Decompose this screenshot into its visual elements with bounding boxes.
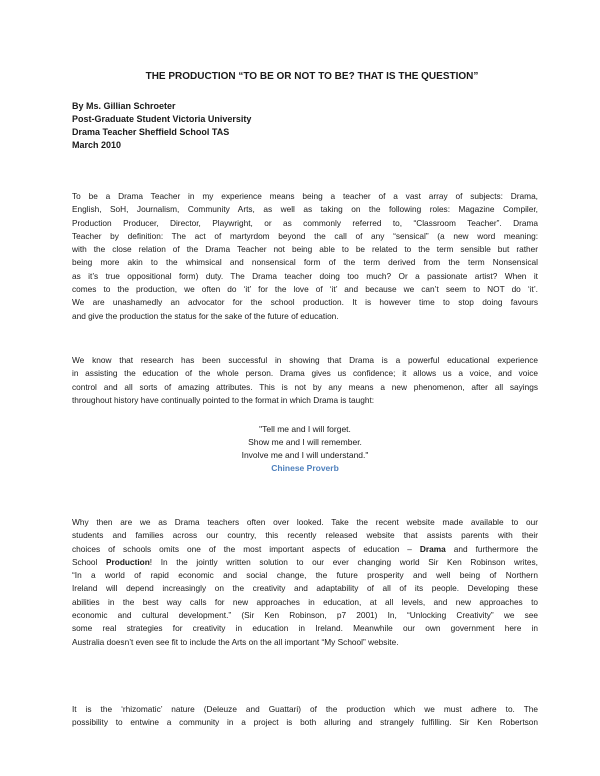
text-line: and give the production the status for the sake of the future of education. (72, 310, 339, 321)
author-byline (72, 100, 251, 152)
text-run: choices of schools omits one of the most important aspects of education – (72, 543, 420, 554)
text-line: control and all sorts of amazing attributes. This is not by any means a new phenomenon, after all sayings (72, 381, 538, 392)
text-line: Teacher by definition: The act of martyrdom beyond the call of any “sensical” (a new word meaning: (72, 230, 538, 241)
text-line: throughout history have continually pointed to the format in which Drama is taught: (72, 394, 375, 405)
text-run: and furthermore the (445, 543, 538, 554)
text-line: “In a world of rapid economic and social change, the future prosperity and well being of Northern (72, 570, 538, 581)
text-line: We know that research has been successful in showing that Drama is a powerful educational experience (72, 355, 538, 365)
text-line: It is the ‘rhizomatic’ nature (Deleuze and Guattari) of the production which we must adhere to. The (72, 704, 538, 714)
text-line (72, 556, 538, 569)
text-line: English, SoH, Journalism, Community Arts, as well as taking on the following roles: Magazine Compiler, (72, 204, 538, 215)
paragraph-4 (72, 703, 538, 730)
text-line: To be a Drama Teacher in my experience means being a teacher of a vast array of subjects: Drama, (72, 191, 538, 201)
text-line: possibility to entwine a community in a project is both alluring and strangely fulfilling. Sir Ken Robertson (72, 717, 538, 728)
document-title: THE PRODUCTION “TO BE OR NOT TO BE? THAT IS THE QUESTION” (145, 71, 479, 82)
text-line: with the close relation of the Drama Teacher not being able to be related to the term sensible but rather (72, 244, 538, 255)
byline-position: Drama Teacher Sheffield School TAS (72, 127, 230, 137)
byline-date: March 2010 (72, 140, 122, 150)
byline-affiliation: Post-Graduate Student Victoria University (72, 114, 252, 124)
text-line: Australia doesn’t even see fit to include the Arts on the all important “My School” website. (72, 636, 399, 647)
text-line: being more akin to the whimsical and nonsensical form of the term derived from the term Nonsensical (72, 257, 538, 268)
quote-source: Chinese Proverb (271, 463, 339, 473)
text-line: Ireland will depend increasingly on the creativity and adaptability of all of its people. Developing these (72, 583, 538, 594)
paragraph-3 (72, 516, 538, 649)
emphasis-drama: Drama (419, 543, 446, 554)
text-line (72, 543, 538, 556)
quote-line: "Tell me and I will forget. (259, 424, 351, 434)
text-line: Why then are we as Drama teachers often over looked. Take the recent website made available to our (72, 517, 538, 527)
quote-line: Involve me and I will understand." (241, 450, 369, 460)
text-line: students and families across our country, this recently released website that assists parents with their (72, 530, 538, 541)
text-line: some real strategies for creativity in education in Ireland. Meanwhile our own government here in (72, 623, 538, 634)
text-run: School (72, 556, 106, 567)
text-line: economic and cultural development.” (Sir Ken Robinson, p7 2001) In, “Unlocking Creativity” we see (72, 610, 538, 621)
emphasis-production: Production (106, 556, 150, 567)
text-line: as it’s true oppositional form) duty. The Drama teacher doing too much? Or a passionate artist? When it (72, 270, 538, 281)
byline-author: By Ms. Gillian Schroeter (72, 101, 176, 111)
paragraph-2 (72, 354, 538, 407)
text-line: abilities in the best way calls for new approaches in education, at all levels, and new approaches to (72, 596, 538, 607)
proverb-quote (72, 423, 538, 475)
text-line: We are unashamedly an advocator for the school production. It is however time to stop doing favours (72, 297, 538, 308)
quote-line: Show me and I will remember. (248, 437, 362, 447)
text-line: Production Producer, Director, Playwright, or as commonly referred to, “Classroom Teacher”. Drama (72, 217, 538, 228)
paragraph-1 (72, 190, 538, 323)
text-run: ! In the jointly written solution to our ever changing world Sir Ken Robinson writes, (149, 556, 538, 567)
text-line: in assisting the education of the whole person. Drama gives us confidence; it allows us a voice, and voice (72, 368, 538, 379)
text-line: comes to the production, we often do ‘it’ for the love of ‘it’ and because we can’t seem to NOT do ‘it’. (72, 284, 538, 295)
